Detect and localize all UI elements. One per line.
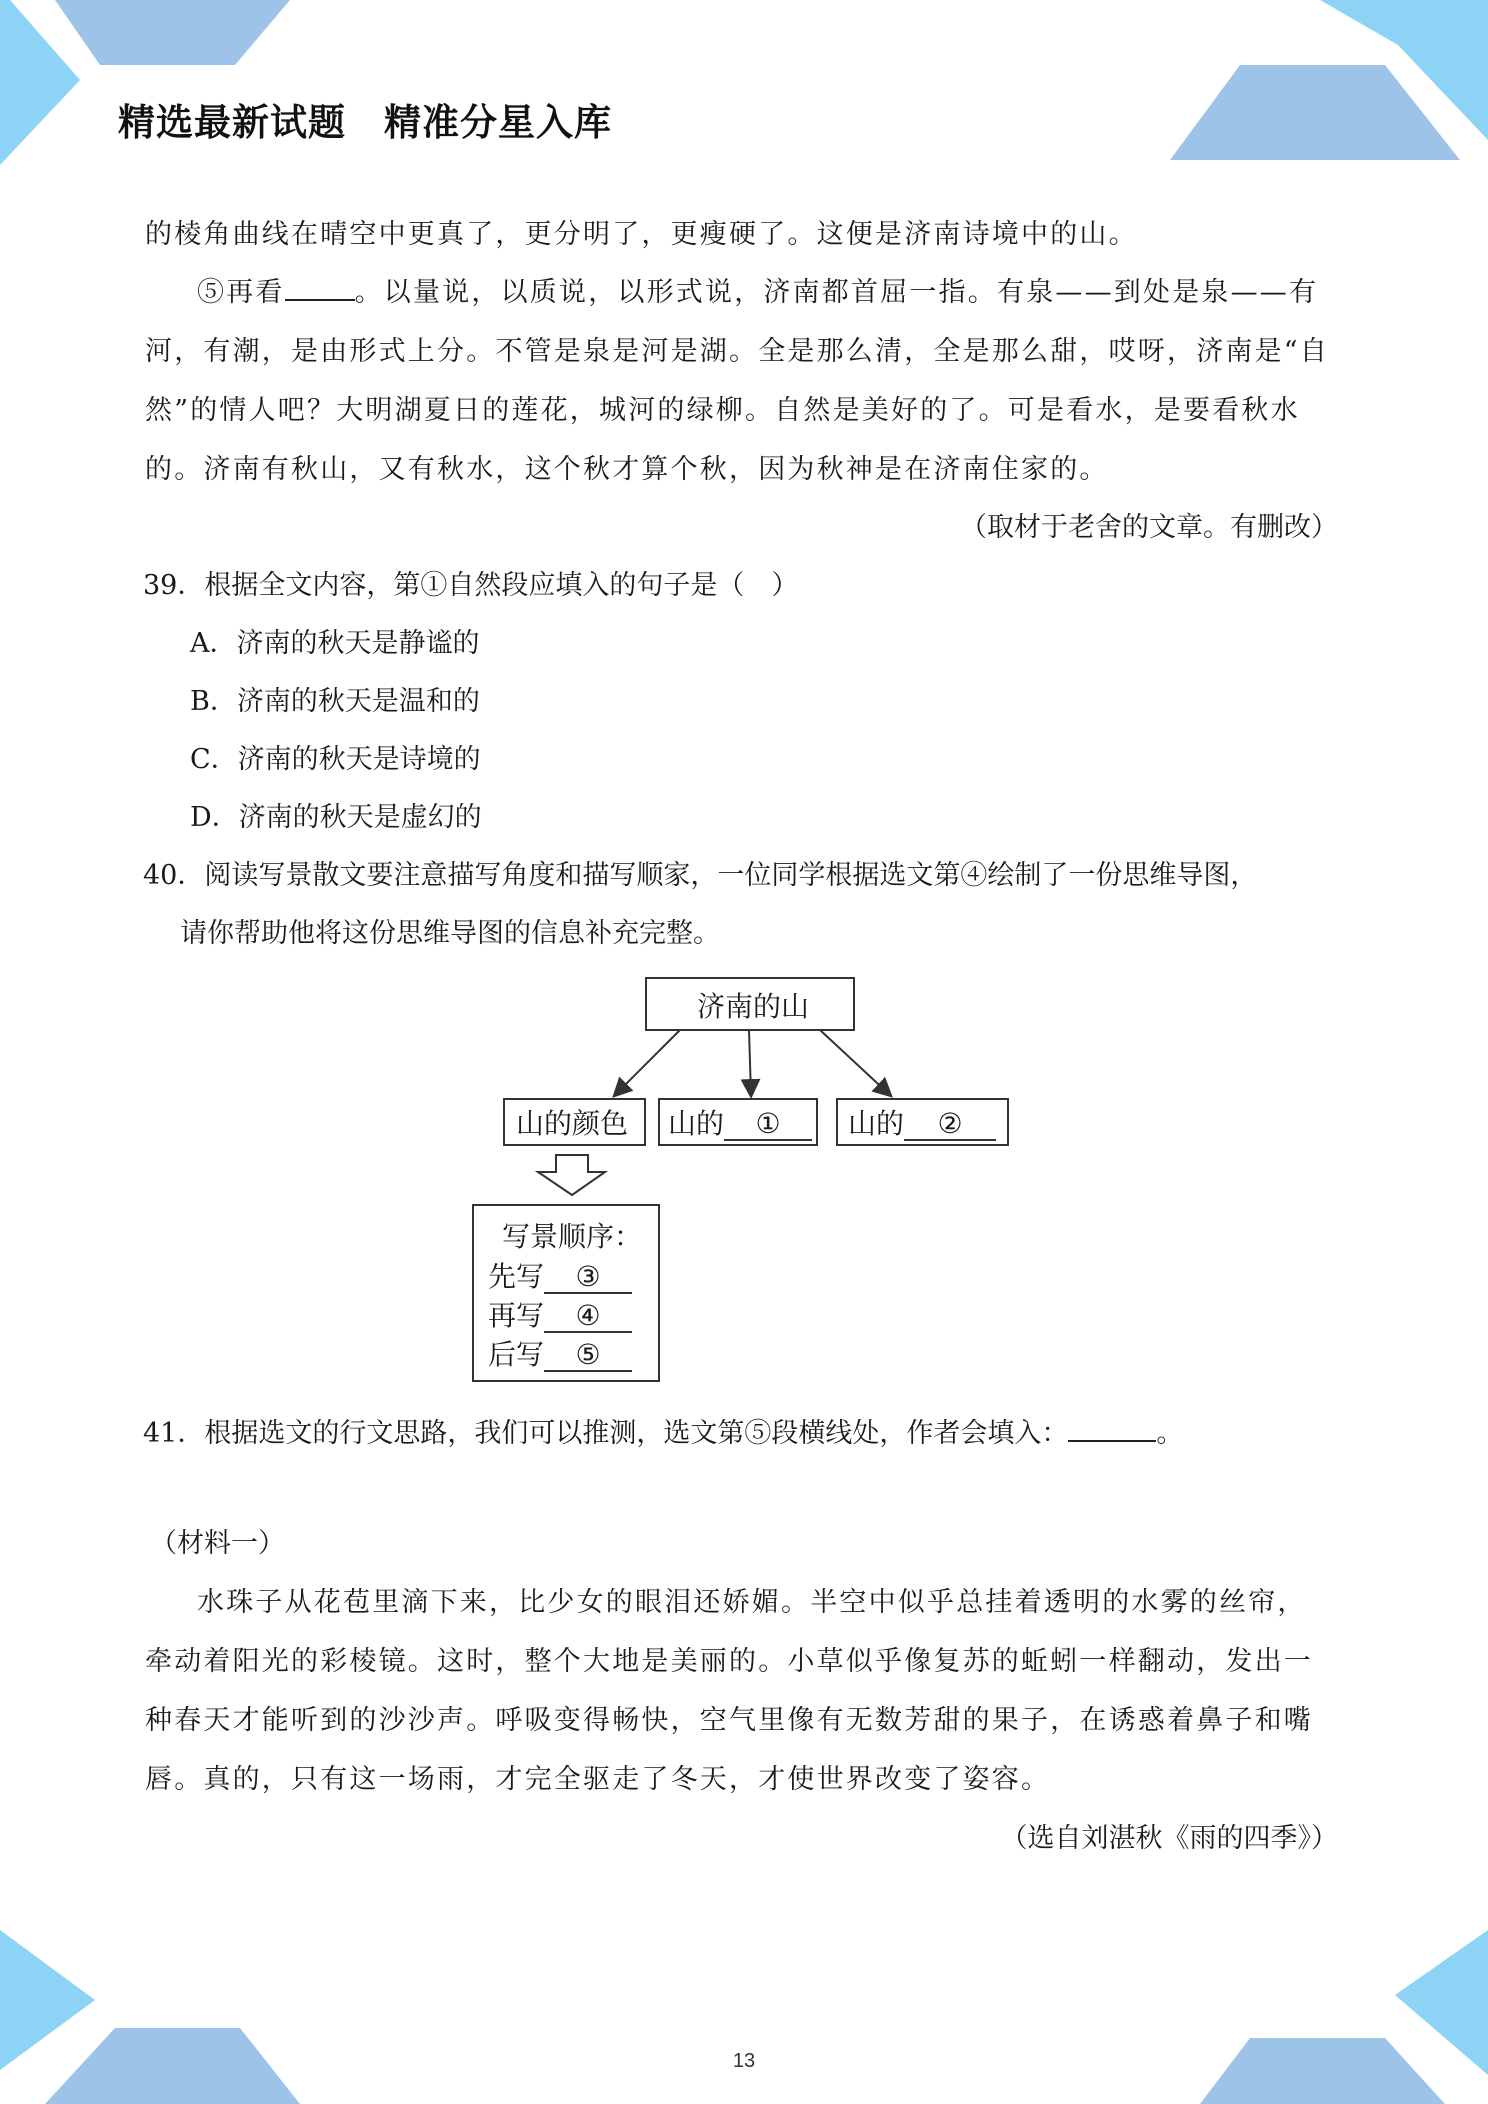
material-line-3: 种春天才能听到的沙沙声。呼吸变得畅快，空气里像有无数芳甜的果子，在诱惑着鼻子和嘴 [145,1705,1313,1736]
question-41-text: 41．根据选文的行文思路，我们可以推测，选文第⑤段横线处，作者会填入： [143,1418,1069,1449]
paragraph-5-prefix: ⑤再看 [197,277,285,308]
mindmap-order-item-blank: ③ [544,1262,632,1294]
passage-paragraph-5-line-3: 然”的情人吧？大明湖夏日的莲花，城河的绿柳。自然是美好的了。可是看水，是要看秋水 [145,395,1300,426]
mindmap-order-item-blank: ⑤ [544,1340,632,1372]
mindmap-child-3-blank: ② [904,1109,996,1141]
bottom-left-decoration [0,1930,320,2104]
paragraph-5-rest: 。以量说，以质说，以形式说，济南都首屈一指。有泉——到处是泉——有 [354,277,1319,308]
passage-line-1: 的棱角曲线在晴空中更真了，更分明了，更瘦硬了。这便是济南诗境中的山。 [145,219,1138,250]
passage-source: （取材于老舍的文章。有删改） [960,512,1338,543]
mindmap-order-item-blank: ④ [544,1301,632,1333]
question-39-option-a: A．济南的秋天是静谧的 [190,628,480,659]
material-source: （选自刘湛秋《雨的四季》） [1000,1823,1338,1854]
question-39-option-b: B．济南的秋天是温和的 [190,686,480,717]
question-40-line-1: 40．阅读写景散文要注意描写角度和描写顺家，一位同学根据选文第④绘制了一份思维导图， [143,860,1258,891]
question-39-stem: 39．根据全文内容，第①自然段应填入的句子是（ ） [143,570,799,601]
mindmap-order-item [488,1333,632,1373]
material-line-1: 水珠子从花苞里滴下来，比少女的眼泪还娇媚。半空中似乎总挂着透明的水雾的丝帘， [197,1587,1307,1618]
question-39-option-d: D．济南的秋天是虚幻的 [190,802,482,833]
mindmap-order-item-label: 后写 [488,1338,545,1371]
mindmap-order-title: 写景顺序： [502,1220,643,1253]
page-number: 13 [732,2050,756,2072]
bottom-right-decoration [1170,1930,1488,2104]
question-41-blank [1068,1416,1156,1442]
mindmap-child-2-blank: ① [724,1109,812,1141]
mindmap-child-3-prefix: 山的 [848,1107,905,1140]
header-title: 精选最新试题 精准分星入库 [118,101,612,144]
material-line-2: 牵动着阳光的彩棱镜。这时，整个大地是美丽的。小草似乎像复苏的蚯蚓一样翻动，发出一 [145,1646,1313,1677]
mindmap-child-2-label [668,1102,812,1142]
question-39-option-c: C．济南的秋天是诗境的 [190,744,481,775]
mindmap-order-item [488,1255,632,1295]
question-41-end: 。 [1156,1418,1184,1449]
mindmap-child-3-label [848,1102,996,1142]
passage-paragraph-5-line-4: 的。济南有秋山，又有秋水，这个秋才算个秋，因为秋神是在济南住家的。 [145,454,1109,485]
mindmap-order-item-label: 再写 [488,1299,545,1332]
mindmap-root-label: 济南的山 [697,990,810,1023]
mindmap-child-1-label: 山的颜色 [516,1107,629,1140]
passage-paragraph-5-line-2: 河，有潮，是由形式上分。不管是泉是河是湖。全是那么清，全是那么甜，哎呀，济南是“自 [145,336,1330,367]
question-41 [143,1411,1183,1450]
question-40-line-2: 请你帮助他将这份思维导图的信息补充完整。 [180,918,720,949]
mindmap-order-item [488,1294,632,1334]
mindmap-child-2-prefix: 山的 [668,1107,725,1140]
mindmap-order-item-label: 先写 [488,1260,545,1293]
material-label: （材料一） [150,1528,285,1559]
material-line-4: 唇。真的，只有这一场雨，才完全驱走了冬天，才使世界改变了姿容。 [145,1764,1051,1795]
